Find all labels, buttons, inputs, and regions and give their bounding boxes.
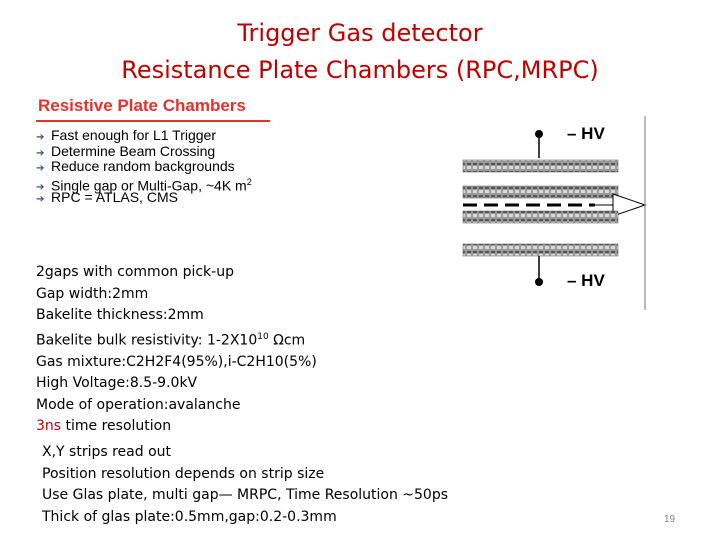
spec-line: 3ns time resolution	[36, 418, 172, 435]
arrow-bullet-icon: ➔	[36, 182, 45, 194]
title-line-1: Trigger Gas detector	[237, 19, 483, 47]
hv-terminal-bottom	[535, 278, 543, 286]
spec-line: Bakelite bulk resistivity: $1-2X10^{10}$ Ωcm	[36, 331, 306, 349]
strip-line: X,Y strips read out	[42, 444, 172, 460]
list-item: ➔ Determine Beam Crossing	[36, 142, 216, 159]
plate-1	[463, 160, 618, 172]
page-number: 19	[664, 514, 676, 525]
arrow-bullet-icon: ➔	[36, 132, 45, 143]
rpc-diagram	[455, 110, 655, 310]
plate-3	[463, 211, 618, 223]
list-item: ➔ Fast enough for L1 Trigger	[36, 127, 216, 143]
hv-terminal-top	[535, 130, 543, 138]
hv-label-top: – HV	[567, 124, 605, 143]
list-item: ➔ RPC = ATLAS, CMS	[36, 189, 178, 205]
hv-label-bottom: – HV	[567, 271, 605, 290]
arrow-bullet-icon: ➔	[36, 194, 45, 205]
spec-line: High Voltage:8.5-9.0kV	[36, 375, 198, 392]
spec-line: Gas mixture:C2H2F4(95%),i-C2H10(5%)	[36, 353, 317, 370]
spec-line: Mode of operation:avalanche	[36, 396, 241, 413]
plate-2	[463, 186, 618, 198]
plate-4	[463, 244, 618, 256]
list-item: ➔ Single gap or Multi-Gap, ~4K $m^2$	[36, 176, 252, 194]
strip-line: Use Glas plate, multi gap— MRPC, Time Resolution ~50ps	[42, 487, 449, 503]
spec-line: Bakelite thickness:2mm	[36, 307, 204, 323]
spec-list	[36, 262, 317, 438]
spec-line: Gap width:2mm	[36, 285, 149, 302]
arrow-bullet-icon: ➔	[36, 163, 45, 174]
title-line-2: Resistance Plate Chambers (RPC,MRPC)	[121, 56, 599, 84]
feature-list	[36, 128, 252, 206]
spec-line: 2gaps with common pick-up	[36, 264, 234, 280]
strip-line: Thick of glas plate:0.5mm,gap:0.2-0.3mm	[42, 508, 337, 525]
list-item: ➔ Reduce random backgrounds	[36, 158, 235, 174]
rpc-heading: Resistive Plate Chambers	[38, 96, 246, 115]
rpc-heading-underline	[36, 120, 270, 122]
arrow-bullet-icon: ➔	[36, 147, 45, 159]
strip-line: Position resolution depends on strip size	[42, 465, 325, 482]
strip-notes	[42, 442, 448, 528]
